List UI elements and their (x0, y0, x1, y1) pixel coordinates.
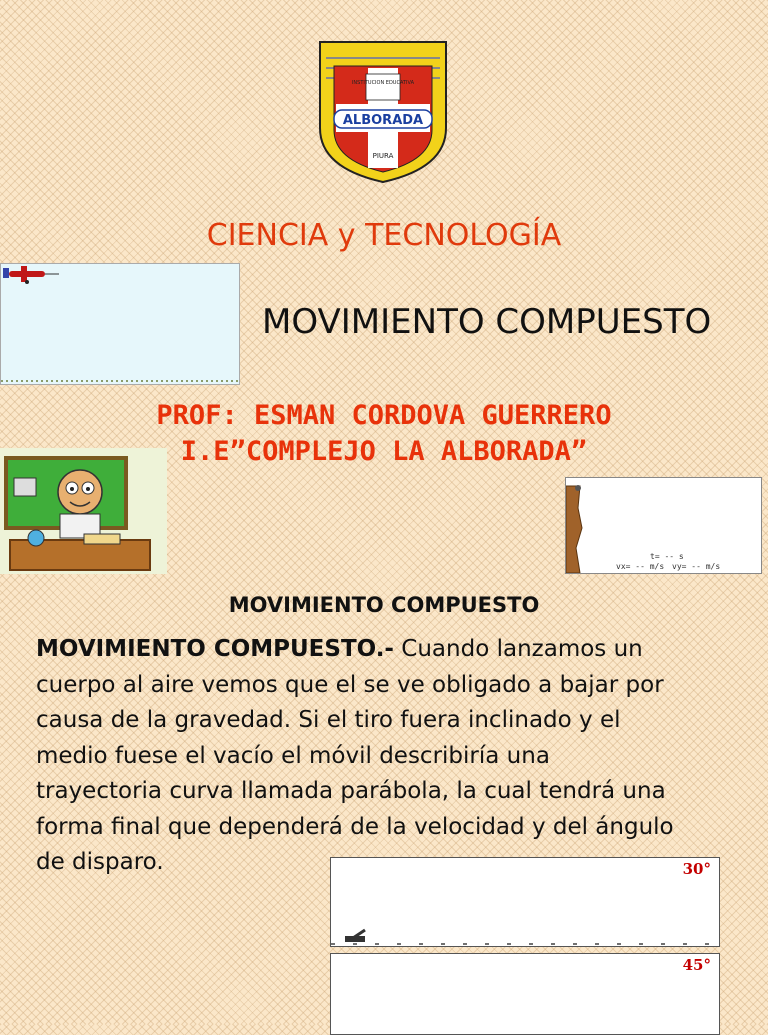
plane-icon (1, 264, 239, 384)
professor-name: PROF: ESMAN CORDOVA GUERRERO (156, 400, 612, 431)
school-logo (316, 38, 450, 184)
vy-readout: vy= -- m/s (672, 562, 721, 571)
cliff-animation (565, 477, 762, 574)
logo-top-text: INSTITUCION EDUCATIVA (351, 80, 415, 86)
cannon-icon (331, 858, 719, 946)
section-heading: MOVIMIENTO COMPUESTO (228, 593, 540, 617)
school-name: I.E”COMPLEJO LA ALBORADA” (180, 436, 588, 467)
angle-label-45: 45° (682, 956, 711, 974)
body-paragraph (36, 632, 676, 881)
time-readout: t= -- s (650, 552, 684, 561)
logo-city: PIURA (372, 152, 394, 160)
angle-label-30: 30° (682, 860, 711, 878)
paragraph-lead: MOVIMIENTO COMPUESTO.- (36, 636, 394, 662)
teacher-clipart (0, 448, 167, 574)
angle-30-animation (330, 857, 720, 947)
paragraph-text: Cuando lanzamos un cuerpo al aire vemos que el se ve obligado a bajar por causa de la gravedad. Si el tiro fuera inclinado y el medio fuese el vacío el móvil describiría una trayectoria curva llamada parábola, la cual tendrá una forma final que dependerá de la velocidad y del ángulo de disparo. (36, 636, 674, 875)
subject-title: CIENCIA y TECNOLOGÍA (206, 218, 562, 253)
plane-animation (0, 263, 240, 385)
vx-readout: vx= -- m/s (616, 562, 665, 571)
angle-45-animation (330, 953, 720, 1035)
logo-name: ALBORADA (342, 113, 424, 128)
topic-title: MOVIMIENTO COMPUESTO (262, 302, 712, 342)
